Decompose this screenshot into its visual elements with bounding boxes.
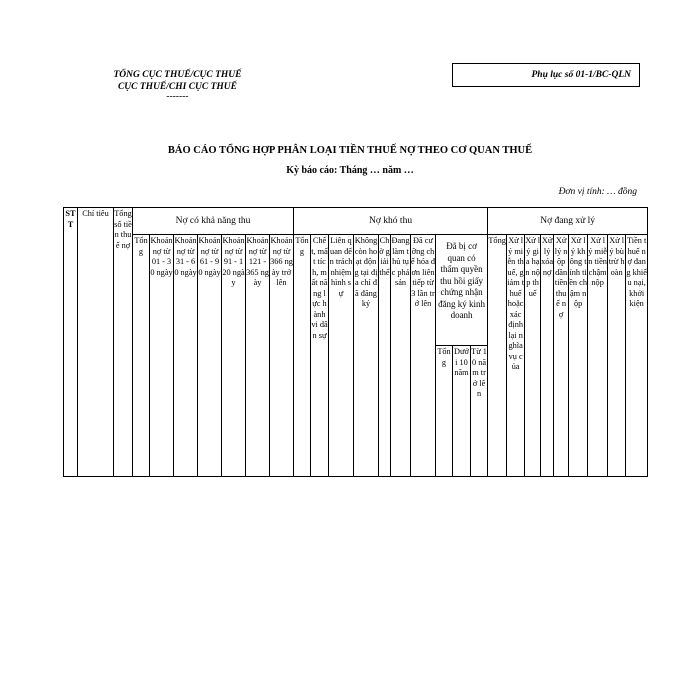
col-header: Đã cưỡng chế hóa đơn liên tiếp từ 3 lần trở lên	[411, 235, 436, 477]
group-no-kho-thu: Nợ khó thu	[294, 208, 488, 235]
col-header: Chờ giải thể	[379, 235, 391, 477]
tong-so-header: Tổng số tiền thuế nợ	[114, 208, 133, 477]
agency-line-2: CỤC THUẾ/CHI CỤC THUẾ	[117, 82, 238, 92]
revoked-sub-header: Từ 10 năm trở lên	[471, 346, 488, 477]
group-co-kha-nang-thu: Nợ có khả năng thu	[133, 208, 294, 235]
col-header: Xử lý gia hạn nộp thuế	[525, 235, 541, 477]
report-period: Kỳ báo cáo: Tháng … năm …	[286, 165, 414, 176]
col-header: Khoản nợ từ 121 - 365 ngày	[246, 235, 270, 477]
revoked-license-header: Đã bị cơ quan có thẩm quyền thu hồi giấy chứng nhận đăng ký kinh doanh	[436, 235, 488, 346]
col-header: Không còn hoạt động tại địa chỉ đã đăng ký	[354, 235, 379, 477]
debt-classification-table	[63, 207, 648, 477]
col-header: Xử lý bù trừ hoàn	[608, 235, 626, 477]
col-header: Xử lý miễn tiền chậm nộp	[588, 235, 608, 477]
col-header: Tổng	[133, 235, 150, 477]
group-no-dang-xu-ly: Nợ đang xử lý	[488, 208, 648, 235]
col-header: Xử lý không tính tiền chậm nộp	[569, 235, 588, 477]
col-header: Chết, mất tích, mất năng lực hành vi dân sự	[311, 235, 329, 477]
stt-header: STT	[64, 208, 78, 477]
unit-label: Đơn vị tính: … đồng	[558, 187, 637, 197]
col-header: Khoản nợ từ 31 - 60 ngày	[174, 235, 198, 477]
col-header: Đang làm thủ tục phá sản	[391, 235, 411, 477]
col-header: Xử lý miễn thuế, giảm thuế hoặc xác định lại nghĩa vụ của	[507, 235, 525, 477]
col-header: Khoản nợ từ 01 - 30 ngày	[150, 235, 174, 477]
revoked-sub-header: Tổng	[436, 346, 453, 477]
agency-header	[100, 69, 255, 101]
col-header: Tổng	[488, 235, 507, 477]
col-header: Xử lý nộp dần tiền thuế nợ	[554, 235, 569, 477]
col-header: Xử lý xóa nợ	[541, 235, 554, 477]
revoked-sub-header: Dưới 10 năm	[453, 346, 471, 477]
col-header: Liên quan đến trách nhiệm hình sự	[329, 235, 354, 477]
col-header: Tổng	[294, 235, 311, 477]
col-header: Khoản nợ từ 366 ngày trở lên	[270, 235, 294, 477]
col-header: Khoản nợ từ 91 - 120 ngày	[222, 235, 246, 477]
agency-line-1: TỔNG CỤC THUẾ/CỤC THUẾ	[113, 70, 242, 80]
chi-tieu-header: Chỉ tiêu	[78, 208, 114, 477]
appendix-label: Phụ lục số 01-1/BC-QLN	[452, 63, 640, 87]
report-title: BÁO CÁO TỔNG HỢP PHÂN LOẠI TIỀN THUẾ NỢ THEO CƠ QUAN THUẾ	[167, 145, 533, 156]
col-header: Tiền thuế nợ đang khiếu nại, khởi kiện	[626, 235, 648, 477]
agency-divider: -------	[166, 92, 189, 102]
col-header: Khoản nợ từ 61 - 90 ngày	[198, 235, 222, 477]
